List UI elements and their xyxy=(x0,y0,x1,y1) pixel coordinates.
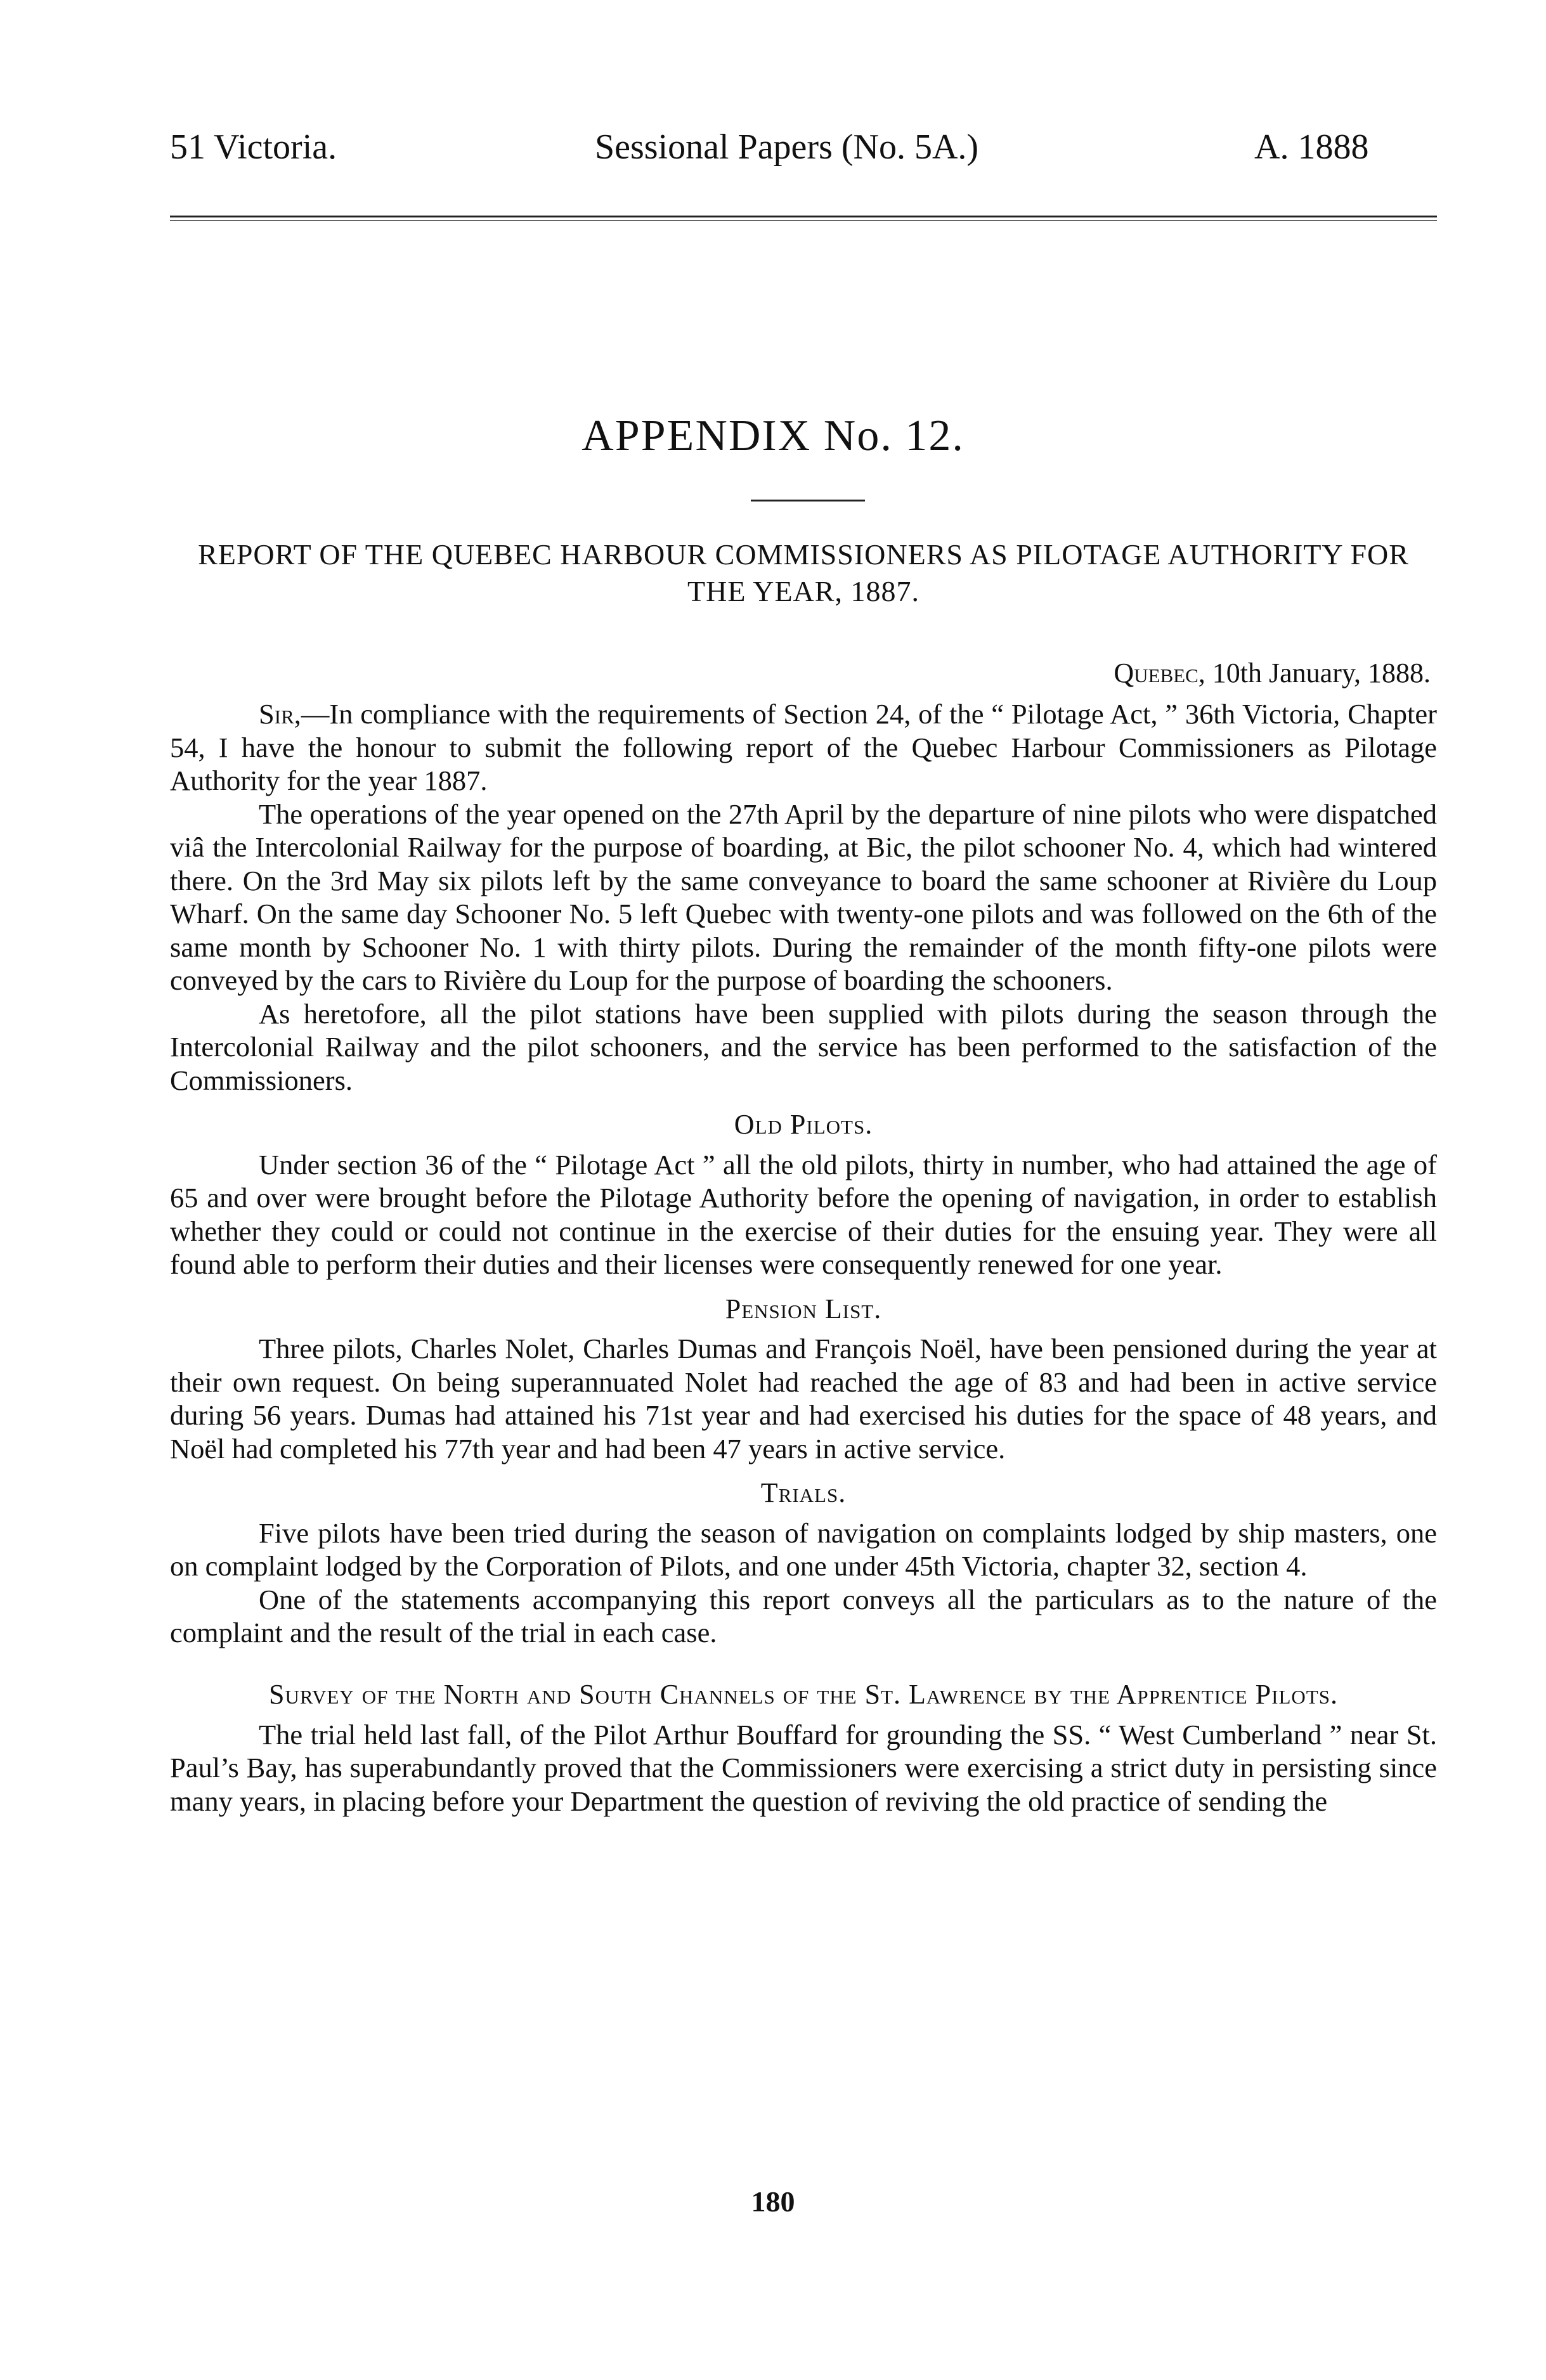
running-head xyxy=(0,127,1546,178)
report-title: REPORT OF THE QUEBEC HARBOUR COMMISSIONERS AS PILOTAGE AUTHORITY FOR THE YEAR, 1887. xyxy=(198,538,1409,607)
appendix-title: APPENDIX No. 12. xyxy=(581,411,965,460)
running-head-series: Sessional Papers (No. 5A.) xyxy=(595,127,979,167)
running-head-session: 51 Victoria. xyxy=(170,127,337,167)
paragraph-trials: Five pilots have been tried during the season of navigation on complaints lodged by ship masters, one on complaint lodged by the Corporation of Pilots, and one under 45th Victoria, chapter 32, section 4. xyxy=(170,1517,1437,1582)
dateline-date: 10th January, 1888. xyxy=(1212,657,1431,689)
report-body xyxy=(170,697,1437,1818)
salutation: Sir, xyxy=(259,698,301,730)
paragraph-survey: The trial held last fall, of the Pilot Arthur Bouffard for grounding the SS. “ West Cumberland ” near St. Paul’s Bay, has superabundantly proved that the Commissioners were exercising a strict duty in persisting since many years, in placing before your Department the question of reviving the old practice of sending the xyxy=(170,1718,1437,1817)
page-number: 180 xyxy=(751,2185,795,2218)
title-rule xyxy=(751,500,865,501)
paragraph-opening xyxy=(170,697,1437,798)
running-head-year: A. 1888 xyxy=(1254,127,1369,167)
paragraph-old-pilots: Under section 36 of the “ Pilotage Act ” all the old pilots, thirty in number, who had attained the age of 65 and over were brought before the Pilotage Authority before the opening of navigation, in order to establish whether they could or could not continue in the exercise of their duties for the ensuing year. They were all found able to perform their duties and their licenses were consequently renewed for one year. xyxy=(170,1148,1437,1280)
heading-survey: Survey of the North and South Channels of the St. Lawrence by the Apprentice Pilots. xyxy=(269,1678,1338,1710)
paragraph-stations: As heretofore, all the pilot stations have been supplied with pilots during the season through the Intercolonial Railway and the pilot schooners, and the service has been performed to the satisfaction of the Commissioners. xyxy=(170,997,1437,1096)
heading-old-pilots: Old Pilots. xyxy=(734,1109,873,1140)
paragraph-pensions: Three pilots, Charles Nolet, Charles Dumas and François Noël, have been pensioned during the year at their own request. On being superannuated Nolet had reached the age of 83 and had been in active service during 56 years. Dumas had attained his 71st year and had exercised his duties for the space of 48 years, and Noël had completed his 77th year and had been 47 years in active service. xyxy=(170,1333,1437,1465)
dateline xyxy=(1114,657,1431,689)
dateline-city: Quebec, xyxy=(1114,657,1205,689)
heading-pension-list: Pension List. xyxy=(725,1293,882,1324)
heading-trials: Trials. xyxy=(760,1477,847,1508)
header-rule xyxy=(170,216,1437,221)
paragraph-operations: The operations of the year opened on the 27th April by the departure of nine pilots who were dispatched viâ the Intercolonial Railway for the purpose of boarding, at Bic, the pilot schooner No. 4, which had wintered there. On the 3rd May six pilots left by the same conveyance to board the same schooner at Rivière du Loup Wharf. On the same day Schooner No. 5 left Quebec with twenty-one pilots and was followed on the 6th of the same month by Schooner No. 1 with thirty pilots. During the remainder of the month fifty-one pilots were conveyed by the cars to Rivière du Loup for the purpose of boarding the schooners. xyxy=(170,798,1437,996)
paragraph-text: —In compliance with the requirements of Section 24, of the “ Pilotage Act, ” 36th Victoria, Chapter 54, I have the honour to submit the following report of the Quebec Harbour Commissioners as Pilotage Authority for the year 1887. xyxy=(170,698,1437,796)
paragraph-statements: One of the statements accompanying this report conveys all the particulars as to the nature of the complaint and the result of the trial in each case. xyxy=(170,1583,1437,1648)
